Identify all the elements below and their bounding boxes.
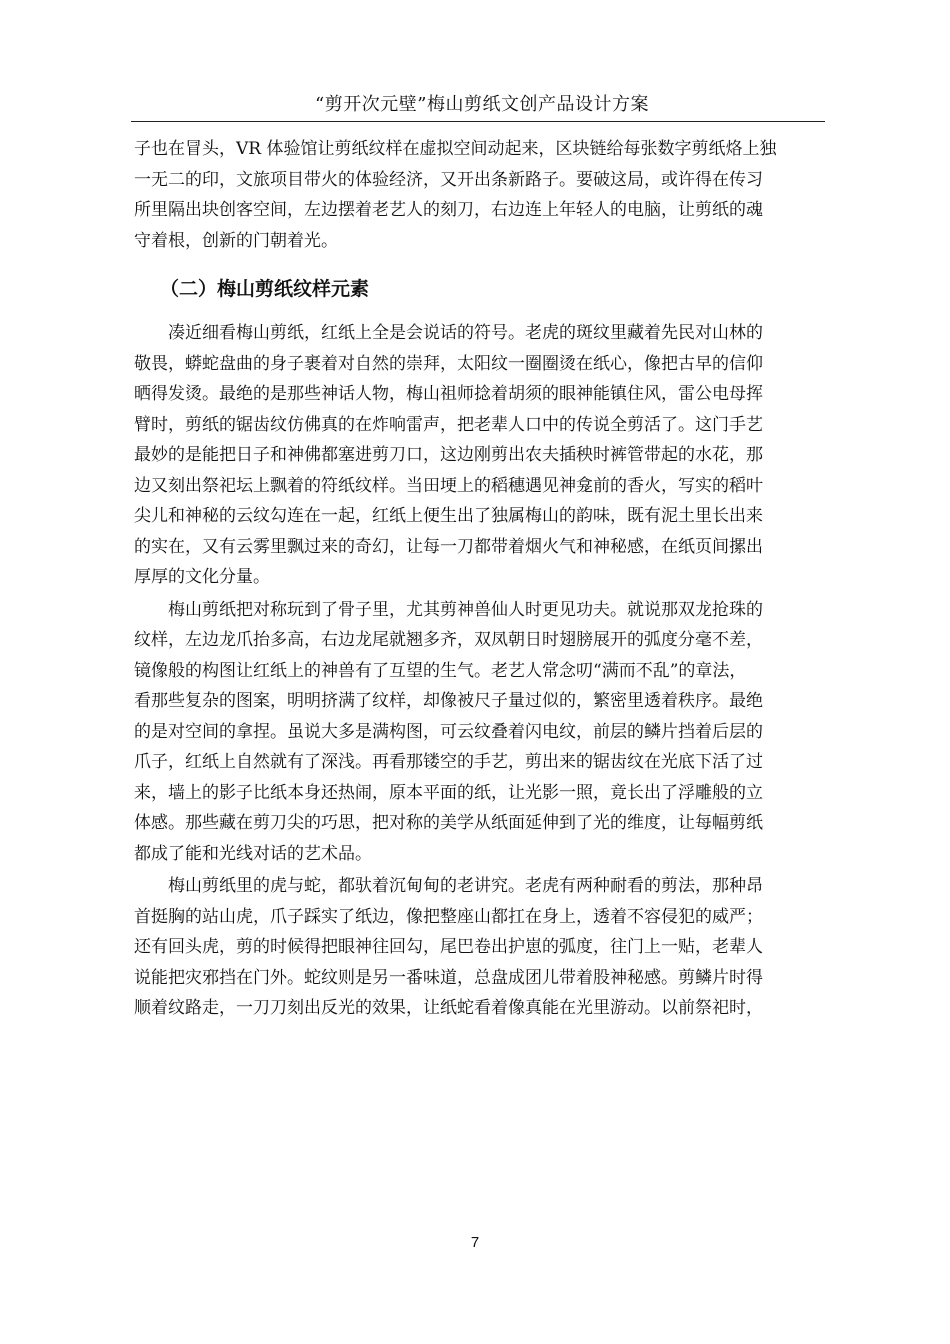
running-header-title: “剪开次元壁”梅山剪纸文创产品设计方案 [315,94,649,115]
page-number: 7 [470,1234,480,1251]
header-divider [131,121,825,122]
section-heading: （二）梅山剪纸纹样元素 [160,278,370,300]
paragraph-symmetry: 梅山剪纸把对称玩到了骨子里，尤其剪神兽仙人时更见功夫。就说那双龙抢珠的 纹样，左边龙爪抬多高，右边龙尾就翘多齐，双凤朝日时翅膀展开的弧度分毫不差， 镜像般的构图让红纸上的神兽有了互望的生气。老艺人常念叨“满而不乱”的章法， 看那些复杂的图案，明明挤满了纹样，却像被尺子量过似的，繁密里透着秩序。最绝 的是对空间的拿捏。虽说大多是满构图，可云纹叠着闪电纹，前层的鳞片挡着后层的 爪子，红纸上自然就有了深浅。再看那镂空的手艺，剪出来的锯齿纹在光底下活了过 来，墙上的影子比纸本身还热闹，原本平面的纸，让光影一照，竟长出了浮雕般的立 体感。那些藏在剪刀尖的巧思，把对称的美学从纸面延伸到了光的维度，让每幅剪纸 都成了能和光线对话的艺术品。 [134,599,763,864]
paragraph-continued: 子也在冒头，VR 体验馆让剪纸纹样在虚拟空间动起来，区块链给每张数字剪纸烙上独 一无二的印，文旅项目带火的体验经济，又开出条新路子。要破这局，或许得在传习 所里隔出块创客空间，左边摆着老艺人的刻刀，右边连上年轻人的电脑，让剪纸的魂 守着根，创新的门朝着光。 [134,139,777,251]
paragraph-tiger-snake: 梅山剪纸里的虎与蛇，都驮着沉甸甸的老讲究。老虎有两种耐看的剪法，那种昂 首挺胸的站山虎，爪子踩实了纸边，像把整座山都扛在身上，透着不容侵犯的威严； 还有回头虎，剪的时候得把眼神往回勾，尾巴卷出护崽的弧度，往门上一贴，老辈人 说能把灾邪挡在门外。蛇纹则是另一番味道，总盘成团儿带着股神秘感。剪鳞片时得 顺着纹路走，一刀刀刻出反光的效果，让纸蛇看着像真能在光里游动。以前祭祀时， [134,876,763,1018]
page-body [134,134,826,1024]
paragraph-pattern-elements: 凑近细看梅山剪纸，红纸上全是会说话的符号。老虎的斑纹里藏着先民对山林的 敬畏，蟒蛇盘曲的身子裹着对自然的崇拜，太阳纹一圈圈烫在纸心，像把古早的信仰 晒得发烫。最绝的是那些神话人物，梅山祖师捻着胡须的眼神能镇住风，雷公电母挥 臂时，剪纸的锯齿纹仿佛真的在炸响雷声，把老辈人口中的传说全剪活了。这门手艺 最妙的是能把日子和神佛都塞进剪刀口，这边刚剪出农夫插秧时裤管带起的水花，那 边又刻出祭祀坛上飘着的符纸纹样。当田埂上的稻穗遇见神龛前的香火，写实的稻叶 尖儿和神秘的云纹勾连在一起，红纸上便生出了独属梅山的韵味，既有泥土里长出来 的实在，又有云雾里飘过来的奇幻，让每一刀都带着烟火气和神秘感，在纸页间摞出 厚厚的文化分量。 [134,323,763,587]
